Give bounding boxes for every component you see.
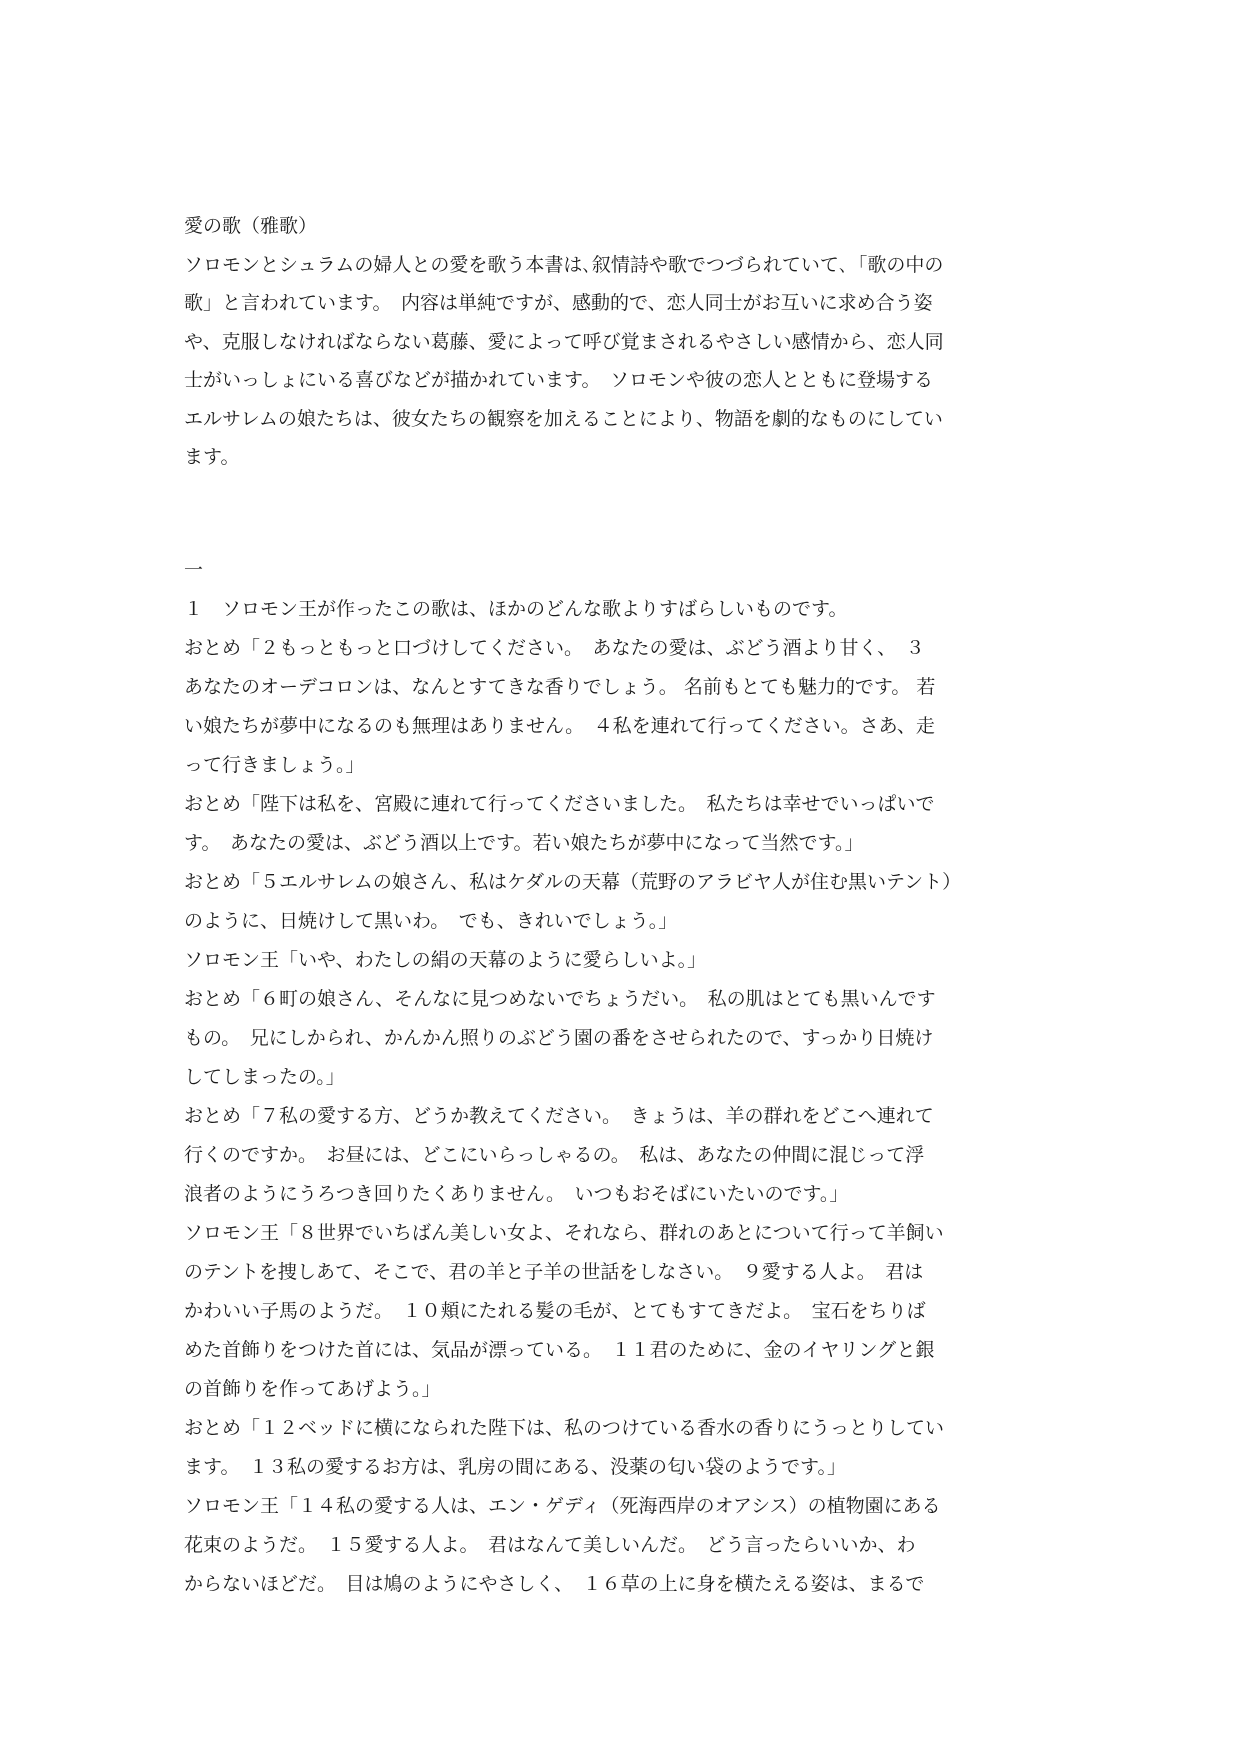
body-line: ソロモン王「８世界でいちばん美しい女よ、それなら、群れのあとについて行って羊飼い (184, 1222, 944, 1244)
body-line: からないほどだ。 目は鳩のようにやさしく、 １６草の上に身を横たえる姿は、まるで (184, 1573, 925, 1595)
document-title: 愛の歌（雅歌） (184, 215, 318, 237)
body-line: のように、日焼けして黒いわ。 でも、きれいでしょう。」 (184, 910, 678, 932)
body-line: ソロモン王「１４私の愛する人は、エン・ゲディ（死海西岸のオアシス）の植物園にある (184, 1495, 941, 1517)
body-line: の首飾りを作ってあげよう。」 (184, 1378, 441, 1400)
body-line: 浪者のようにうろつき回りたくありません。 いつもおそばにいたいのです。」 (184, 1183, 849, 1205)
body-line: い娘たちが夢中になるのも無理はありません。 ４私を連れて行ってください。さあ、走 (184, 715, 935, 737)
body-line: １ ソロモン王が作ったこの歌は、ほかのどんな歌よりすばらしいものです。 (184, 598, 848, 620)
body-line: あなたのオーデコロンは、なんとすてきな香りでしょう。 名前もとても魅力的です。 若 (184, 676, 936, 698)
body-line: おとめ「５エルサレムの娘さん、私はケダルの天幕（荒野のアラビヤ人が住む黒いテント） (184, 871, 962, 893)
body-line: のテントを捜しあて、そこで、君の羊と子羊の世話をしなさい。 ９愛する人よ。 君は (184, 1261, 924, 1283)
body-line: 花束のようだ。 １５愛する人よ。 君はなんて美しいんだ。 どう言ったらいいか、わ (184, 1534, 916, 1556)
body-line: してしまったの。」 (184, 1066, 345, 1088)
body-line: もの。 兄にしかられ、かんかん照りのぶどう園の番をさせられたので、すっかり日焼け (184, 1027, 934, 1049)
intro-line: ます。 (184, 446, 240, 468)
body-line: って行きましょう。」 (184, 754, 365, 776)
body-line: す。 あなたの愛は、ぶどう酒以上です。若い娘たちが夢中になって当然です。」 (184, 832, 864, 854)
body-line: ます。 １３私の愛するお方は、乳房の間にある、没薬の匂い袋のようです。」 (184, 1456, 846, 1478)
chapter-number: 一 (184, 559, 204, 581)
body-line: 行くのですか。 お昼には、どこにいらっしゃるの。 私は、あなたの仲間に混じって浮 (184, 1144, 925, 1166)
body-line: おとめ「７私の愛する方、どうか教えてください。 きょうは、羊の群れをどこへ連れて (184, 1105, 934, 1127)
body-line: めた首飾りをつけた首には、気品が漂っている。 １１君のために、金のイヤリングと銀 (184, 1339, 935, 1361)
body-line: おとめ「１２ベッドに横になられた陛下は、私のつけている香水の香りにうっとりしてい (184, 1417, 945, 1439)
intro-line: エルサレムの娘たちは、彼女たちの観察を加えることにより、物語を劇的なものにしてい (184, 407, 943, 430)
intro-line: や、克服しなければならない葛藤、愛によって呼び覚まされるやさしい感情から、恋人同 (184, 330, 944, 353)
chapter-section (184, 551, 1058, 1604)
intro-line: ソロモンとシュラムの婦人との愛を歌う本書は､叙情詩や歌でつづられていて､「歌の中の (184, 253, 944, 276)
body-line: おとめ「陛下は私を、宮殿に連れて行ってくださいました。 私たちは幸せでいっぱいで (184, 793, 935, 815)
body-line: かわいい子馬のようだ。 １０頬にたれる髪の毛が、とてもすてきだよ。 宝石をちりば (184, 1300, 926, 1322)
body-line: おとめ「２もっともっと口づけしてください。 あなたの愛は、ぶどう酒より甘く、 ３ (184, 637, 925, 659)
body-line: おとめ「６町の娘さん、そんなに見つめないでちょうだい。 私の肌はとても黒いんです (184, 988, 936, 1010)
body-line: ソロモン王「いや、わたしの絹の天幕のように愛らしいよ。」 (184, 949, 707, 971)
intro-line: 歌」と言われています。 内容は単純ですが、感動的で、恋人同士がお互いに求め合う姿 (184, 292, 933, 314)
intro-line: 士がいっしょにいる喜びなどが描かれています。 ソロモンや彼の恋人とともに登場する (184, 369, 933, 391)
intro-section (184, 207, 1058, 477)
